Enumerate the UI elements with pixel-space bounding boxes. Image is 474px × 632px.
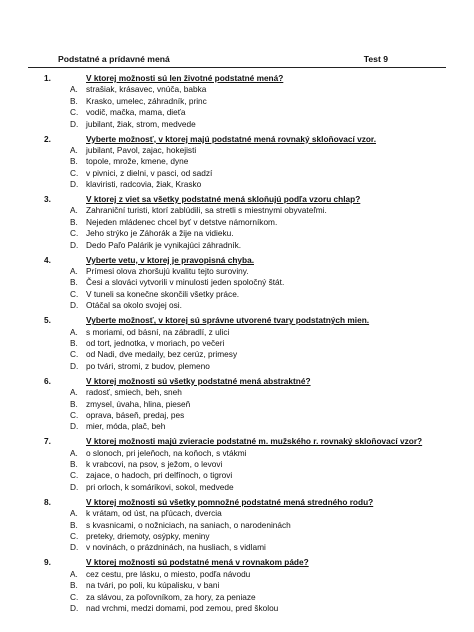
question-row <box>0 497 474 508</box>
answer-option <box>0 338 474 349</box>
option-text: Krasko, umelec, záhradník, princ <box>86 95 207 106</box>
option-text: topole, mrože, kmene, dyne <box>86 156 189 167</box>
question-6 <box>0 376 474 437</box>
question-row <box>0 315 474 326</box>
answer-option <box>0 145 474 156</box>
question-text: V ktorej z viet sa všetky podstatné mená skloňujú podľa vzoru chlap? <box>86 194 361 205</box>
answer-option <box>0 580 474 591</box>
option-letter: A. <box>70 84 78 95</box>
answer-option <box>0 542 474 553</box>
option-letter: B. <box>70 95 78 106</box>
answer-option <box>0 179 474 190</box>
question-row <box>0 73 474 84</box>
option-letter: C. <box>70 288 79 299</box>
question-3 <box>0 194 474 255</box>
answer-option <box>0 96 474 107</box>
answer-option <box>0 156 474 167</box>
question-row <box>0 255 474 266</box>
option-letter: B. <box>70 216 78 227</box>
option-letter: A. <box>70 508 78 519</box>
answer-option <box>0 119 474 130</box>
question-row <box>0 557 474 568</box>
option-letter: B. <box>70 337 78 348</box>
answer-option <box>0 289 474 300</box>
option-letter: B. <box>70 580 78 591</box>
option-text: strašiak, krásavec, vnúča, babka <box>86 84 207 95</box>
question-text: Vyberte vetu, v ktorej je pravopisná chyba. <box>86 254 254 265</box>
question-number: 9. <box>44 557 51 568</box>
option-text: po tvári, stromi, z budov, plemeno <box>86 360 210 371</box>
option-letter: C. <box>70 349 79 360</box>
option-letter: C. <box>70 591 79 602</box>
answer-option <box>0 228 474 239</box>
question-text: V ktorej možnosti sú podstatné mená v rovnakom páde? <box>86 557 309 568</box>
option-letter: D. <box>70 481 79 492</box>
answer-option <box>0 277 474 288</box>
option-letter: D. <box>70 300 79 311</box>
option-text: klaviristi, radcovia, žiak, Krasko <box>86 179 202 190</box>
option-text: pri orloch, k somárikovi, sokol, medvede <box>86 481 234 492</box>
question-4 <box>0 255 474 316</box>
question-row <box>0 376 474 387</box>
question-7 <box>0 436 474 497</box>
option-text: Zahraniční turisti, ktorí zablúdili, sa stretli s miestnymi obyvateľmi. <box>86 205 327 216</box>
answer-option <box>0 508 474 519</box>
answer-option <box>0 107 474 118</box>
option-letter: C. <box>70 167 79 178</box>
option-text: od Nadi, dve medaily, bez cerúz, primesy <box>86 349 238 360</box>
question-number: 3. <box>44 194 51 205</box>
option-text: s moriami, od básní, na zábradlí, z ulici <box>86 326 230 337</box>
option-letter: A. <box>70 447 78 458</box>
question-9 <box>0 557 474 618</box>
option-text: Nejeden mládenec chcel byť v detstve námorníkom. <box>86 216 278 227</box>
option-text: radosť, smiech, beh, sneh <box>86 387 182 398</box>
question-number: 7. <box>44 436 51 447</box>
question-8 <box>0 497 474 558</box>
answer-option <box>0 361 474 372</box>
option-text: v novinách, o prázdninách, na husliach, s vidlami <box>86 542 266 553</box>
question-5 <box>0 315 474 376</box>
option-letter: D. <box>70 179 79 190</box>
answer-option <box>0 470 474 481</box>
option-text: od tort, jednotka, v moriach, po večeri <box>86 337 225 348</box>
question-text: Vyberte možnosť, v ktorej sú správne utvorené tvary podstatných mien. <box>86 315 370 326</box>
option-letter: C. <box>70 470 79 481</box>
answer-option <box>0 300 474 311</box>
answer-option <box>0 520 474 531</box>
question-number: 5. <box>44 315 51 326</box>
question-number: 2. <box>44 133 51 144</box>
option-text: Otáčal sa okolo svojej osi. <box>86 300 182 311</box>
option-letter: A. <box>70 144 78 155</box>
option-text: Jeho strýko je Záhorák a žije na vidieku. <box>86 228 234 239</box>
option-text: nad vrchmi, medzi domami, pod zemou, pred školou <box>86 602 279 613</box>
answer-option <box>0 84 474 95</box>
question-text: V ktorej možnosti sú všetky podstatné mená abstraktné? <box>86 375 311 386</box>
answer-option <box>0 410 474 421</box>
answer-option <box>0 592 474 603</box>
worksheet-title: Podstatné a prídavné mená <box>58 54 170 64</box>
option-text: k vrabcovi, na psov, s ježom, o levovi <box>86 459 223 470</box>
option-letter: A. <box>70 326 78 337</box>
option-letter: A. <box>70 266 78 277</box>
option-text: cez cestu, pre lásku, o miesto, podľa návodu <box>86 568 251 579</box>
question-row <box>0 194 474 205</box>
option-text: vodič, mačka, mama, dieťa <box>86 107 186 118</box>
question-row <box>0 436 474 447</box>
question-text: Vyberte možnosť, v ktorej majú podstatné mená rovnaký skloňovací vzor. <box>86 133 377 144</box>
answer-option <box>0 399 474 410</box>
option-text: jubilant, žiak, strom, medvede <box>86 118 196 129</box>
option-letter: D. <box>70 239 79 250</box>
question-text: V ktorej možnosti sú len životné podstatné mená? <box>86 73 284 83</box>
option-text: Česi a slováci vytvorili v minulosti jeden spoločný štát. <box>86 277 285 288</box>
option-text: V tuneli sa konečne skončili všetky práce. <box>86 288 240 299</box>
test-number: Test 9 <box>363 54 388 64</box>
option-text: k vrátam, od úst, na pľúcach, dvercia <box>86 508 222 519</box>
answer-option <box>0 569 474 580</box>
option-letter: D. <box>70 542 79 553</box>
answer-option <box>0 349 474 360</box>
answer-option <box>0 168 474 179</box>
option-letter: B. <box>70 277 78 288</box>
option-text: zmysel, úvaha, hlina, pieseň <box>86 398 191 409</box>
question-list <box>0 73 474 618</box>
option-letter: B. <box>70 398 78 409</box>
option-text: mier, móda, plač, beh <box>86 421 166 432</box>
answer-option <box>0 205 474 216</box>
question-2 <box>0 134 474 195</box>
question-number: 1. <box>44 73 51 83</box>
answer-option <box>0 531 474 542</box>
option-text: Dedo Paľo Palárik je vynikajúci záhradník. <box>86 239 242 250</box>
question-number: 8. <box>44 496 51 507</box>
question-text: V ktorej možnosti sú všetky pomnožné podstatné mená stredného rodu? <box>86 496 374 507</box>
option-letter: D. <box>70 602 79 613</box>
option-text: s kvasnicami, o nožniciach, na saniach, o narodeninách <box>86 519 291 530</box>
question-1 <box>0 73 474 134</box>
option-letter: A. <box>70 387 78 398</box>
option-letter: D. <box>70 360 79 371</box>
page-header <box>28 53 446 68</box>
answer-option <box>0 217 474 228</box>
option-text: v pivnici, z dielni, v pasci, od sadzí <box>86 167 213 178</box>
option-letter: C. <box>70 228 79 239</box>
question-number: 4. <box>44 254 51 265</box>
option-letter: B. <box>70 519 78 530</box>
answer-option <box>0 387 474 398</box>
answer-option <box>0 603 474 614</box>
option-letter: B. <box>70 156 78 167</box>
answer-option <box>0 421 474 432</box>
answer-option <box>0 459 474 470</box>
answer-option <box>0 266 474 277</box>
option-letter: C. <box>70 107 79 118</box>
option-letter: A. <box>70 205 78 216</box>
option-text: na tvári, po poli, ku kúpalisku, v bani <box>86 580 220 591</box>
answer-option <box>0 448 474 459</box>
option-text: Prímesi olova zhoršujú kvalitu tejto suroviny. <box>86 266 249 277</box>
option-letter: D. <box>70 118 79 129</box>
option-text: zajace, o hadoch, pri delfínoch, o tigrovi <box>86 470 233 481</box>
option-text: preteky, driemoty, osýpky, meniny <box>86 531 210 541</box>
question-text: V ktorej možnosti majú zvieracie podstatné m. mužského r. rovnaký skloňovací vzor? <box>86 436 423 447</box>
option-letter: A. <box>70 568 78 579</box>
option-text: o slonoch, pri jeleňoch, na koňoch, s vtákmi <box>86 447 247 458</box>
option-text: jubilant, Pavol, zajac, hokejisti <box>86 144 197 155</box>
answer-option <box>0 240 474 251</box>
question-row <box>0 134 474 145</box>
answer-option <box>0 482 474 493</box>
option-letter: C. <box>70 409 79 420</box>
option-letter: D. <box>70 421 79 432</box>
answer-option <box>0 327 474 338</box>
option-letter: C. <box>70 531 79 541</box>
question-number: 6. <box>44 375 51 386</box>
option-text: za slávou, za poľovníkom, za hory, za peniaze <box>86 591 256 602</box>
option-text: oprava, báseň, predaj, pes <box>86 409 185 420</box>
option-letter: B. <box>70 459 78 470</box>
